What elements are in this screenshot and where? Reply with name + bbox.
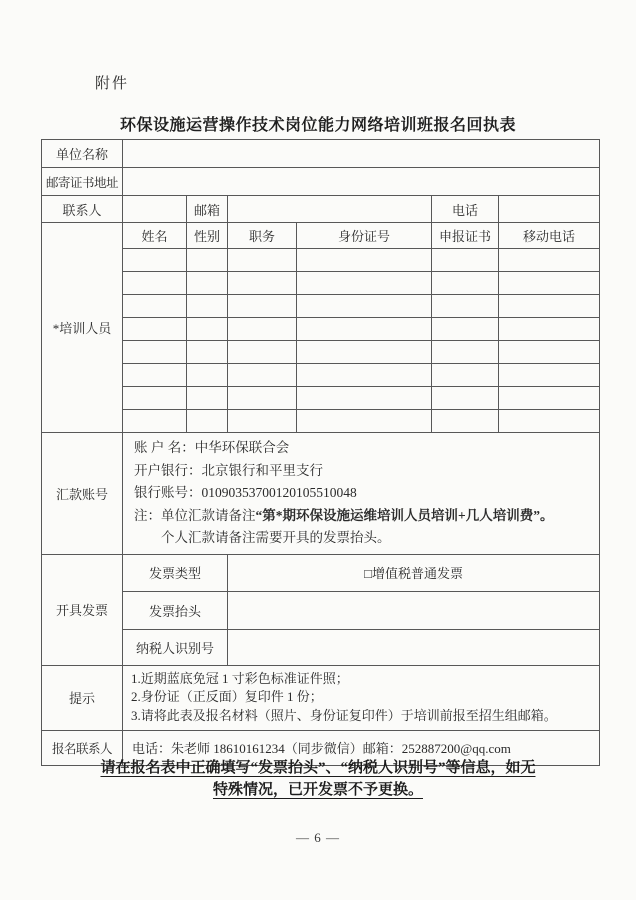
footer-notice-line1: 请在报名表中正确填写“发票抬头”、“纳税人识别号”等信息，如无 <box>100 760 536 776</box>
attachment-label: 附件 <box>95 76 130 92</box>
tips-content-cell <box>123 665 600 730</box>
remit-account-no-line: 银行账号：01090353700120105510048 <box>134 485 357 500</box>
mailing-address-label: 邮寄证书地址 <box>42 168 123 196</box>
taxpayer-id-row <box>42 629 600 665</box>
contact-value-cell <box>123 196 187 223</box>
invoice-title-value-cell <box>228 591 600 629</box>
registration-contact-value: 电话：朱老师 18610161234（同步微信）邮箱：252887200@qq.com <box>123 730 600 765</box>
trainee-empty-row <box>42 318 600 341</box>
invoice-type-checkbox-value: □增值税普通发票 <box>228 554 600 591</box>
trainee-col-certificate: 申报证书 <box>432 223 499 249</box>
tips-row <box>42 665 600 730</box>
footer-notice <box>0 757 636 801</box>
mailing-address-value-cell <box>123 168 600 196</box>
footer-notice-line2: 特殊情况，已开发票不予更换。 <box>212 782 423 798</box>
contact-row <box>42 196 600 223</box>
trainee-col-id-number: 身份证号 <box>297 223 432 249</box>
unit-name-row <box>42 140 600 168</box>
registration-form-table <box>41 139 600 766</box>
contact-label: 联系人 <box>42 196 123 223</box>
tips-label: 提示 <box>42 665 123 730</box>
email-value-cell <box>228 196 432 223</box>
mailing-address-row <box>42 168 600 196</box>
tips-item: 2.身份证（正反面）复印件 1 份； <box>131 689 323 705</box>
remittance-details-cell <box>123 433 600 555</box>
trainee-empty-row <box>42 387 600 410</box>
remittance-label: 汇款账号 <box>42 433 123 555</box>
invoice-title-label: 发票抬头 <box>123 591 228 629</box>
remit-note-line2: 个人汇款请备注需要开具的发票抬头。 <box>161 530 391 545</box>
trainees-label: *培训人员 <box>42 223 123 433</box>
remittance-row <box>42 433 600 555</box>
remit-account-name-line: 账 户 名：中华环保联合会 <box>134 440 290 455</box>
tips-item: 1.近期蓝底免冠 1 寸彩色标准证件照； <box>131 670 349 686</box>
trainee-col-position: 职务 <box>228 223 297 249</box>
trainee-header-row <box>42 223 600 249</box>
phone-label: 电话 <box>432 196 499 223</box>
page-number: — 6 — <box>296 830 340 845</box>
trainee-col-mobile: 移动电话 <box>499 223 600 249</box>
tips-item: 3.请将此表及报名材料（照片、身份证复印件）于培训前报至招生组邮箱。 <box>131 707 557 723</box>
trainee-empty-row <box>42 272 600 295</box>
trainee-empty-row <box>42 295 600 318</box>
unit-name-label: 单位名称 <box>42 140 123 168</box>
trainee-empty-row <box>42 249 600 272</box>
invoice-type-row <box>42 554 600 591</box>
trainee-empty-row <box>42 341 600 364</box>
trainee-col-name: 姓名 <box>123 223 187 249</box>
invoice-type-label: 发票类型 <box>123 554 228 591</box>
taxpayer-id-value-cell <box>228 629 600 665</box>
trainee-col-gender: 性别 <box>187 223 228 249</box>
phone-value-cell <box>499 196 600 223</box>
trainee-empty-row <box>42 364 600 387</box>
registration-contact-label: 报名联系人 <box>42 730 123 765</box>
email-label: 邮箱 <box>187 196 228 223</box>
remit-bank-line: 开户银行：北京银行和平里支行 <box>134 462 323 478</box>
remit-note-line: 注：单位汇款请备注“第*期环保设施运维培训人员培训+几人培训费”。 <box>134 507 554 523</box>
trainee-empty-row <box>42 410 600 433</box>
invoice-label: 开具发票 <box>42 554 123 665</box>
invoice-title-row <box>42 591 600 629</box>
taxpayer-id-label: 纳税人识别号 <box>123 629 228 665</box>
unit-name-value-cell <box>123 140 600 168</box>
form-title: 环保设施运营操作技术岗位能力网络培训班报名回执表 <box>119 117 516 134</box>
